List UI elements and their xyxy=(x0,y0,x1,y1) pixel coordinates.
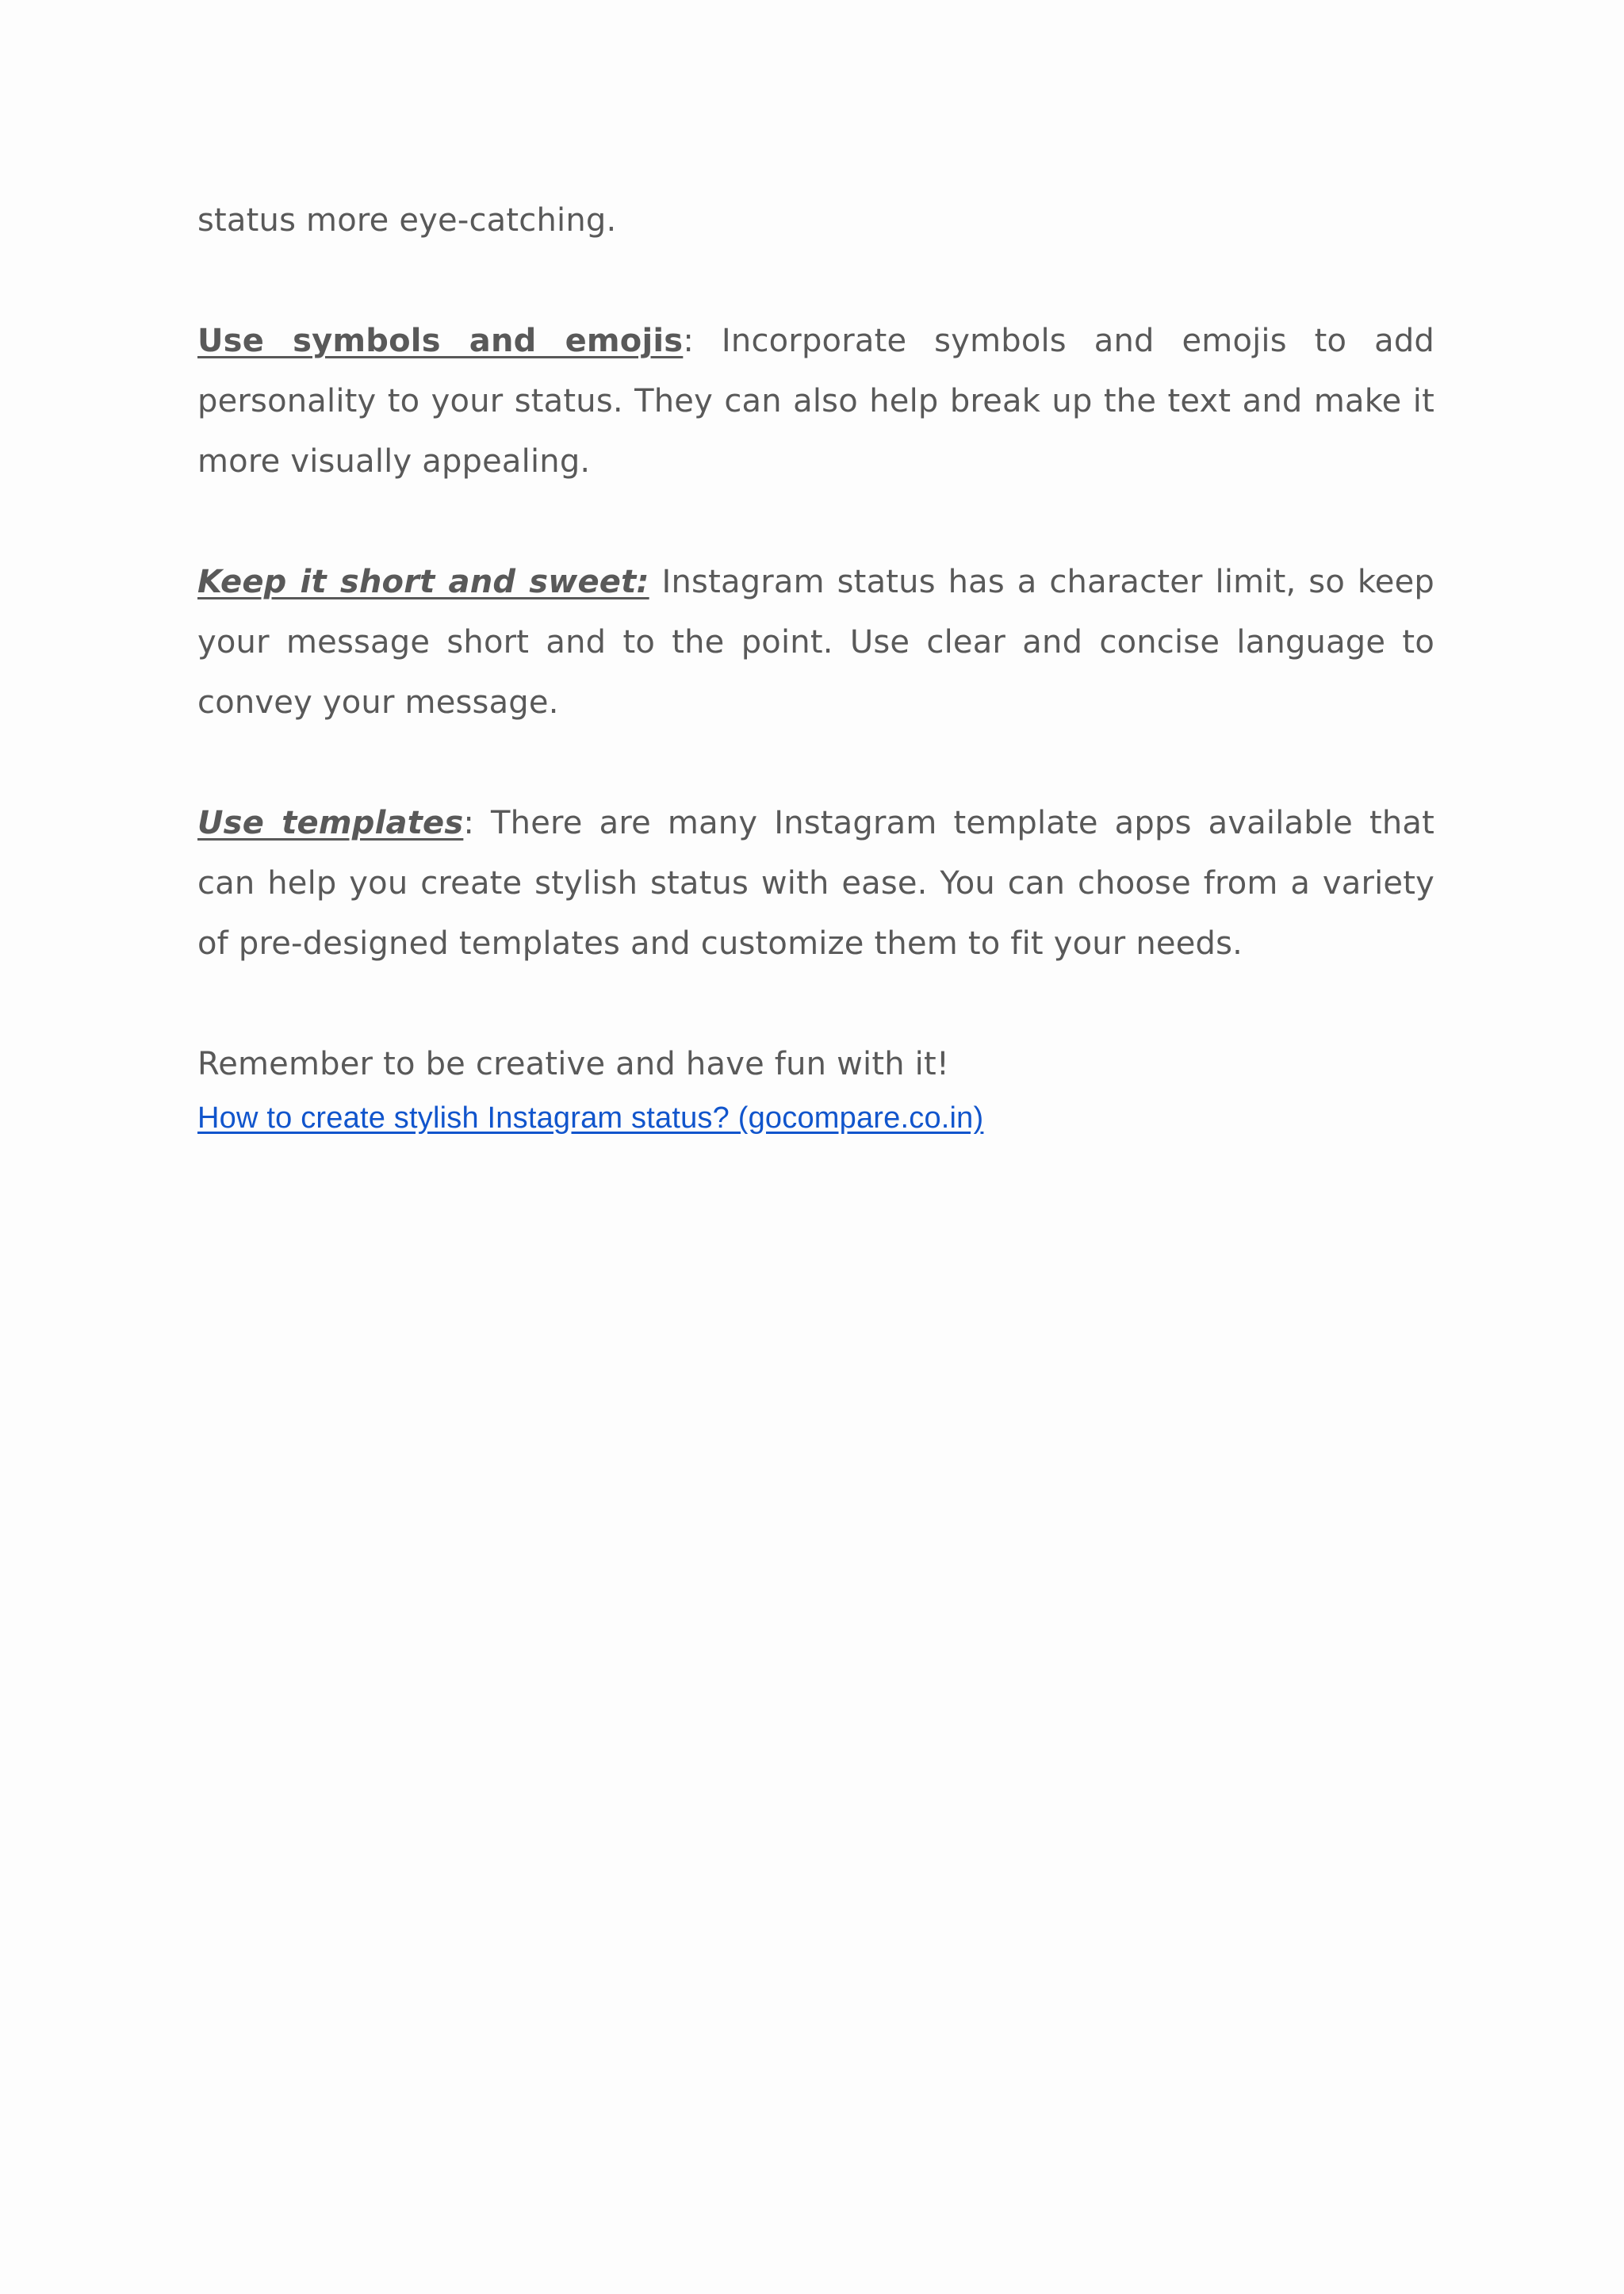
tip-templates xyxy=(197,793,1434,974)
source-link-line xyxy=(197,1093,1434,1143)
closing-line xyxy=(197,1034,1434,1094)
tip-heading: Keep it short and sweet: xyxy=(197,564,649,600)
tip-short-sweet xyxy=(197,552,1434,733)
intro-fragment-text: status more eye-catching. xyxy=(197,202,617,239)
tip-heading: Use templates xyxy=(197,805,464,841)
closing-text: Remember to be creative and have fun with it! xyxy=(197,1046,950,1082)
source-link[interactable]: How to create stylish Instagram status? (gocompare.co.in) xyxy=(197,1101,984,1135)
tip-symbols-emojis xyxy=(197,311,1434,492)
intro-fragment xyxy=(197,190,1434,251)
tip-separator: : xyxy=(683,323,695,359)
tip-heading: Use symbols and emojis xyxy=(197,323,684,359)
tip-body: There are many Instagram template apps available that can help you create stylish status with ease. You can choose from a variety of pre-designed templates and customize them to fit your needs. xyxy=(197,805,1434,962)
tip-body: Instagram status has a character limit, so keep your message short and to the point. Use clear and concise language to convey your message. xyxy=(197,564,1434,721)
tip-body: Incorporate symbols and emojis to add personality to your status. They can also help break up the text and make it more visually appealing. xyxy=(197,323,1434,480)
document-body xyxy=(197,190,1434,1143)
tip-separator: : xyxy=(463,805,475,841)
